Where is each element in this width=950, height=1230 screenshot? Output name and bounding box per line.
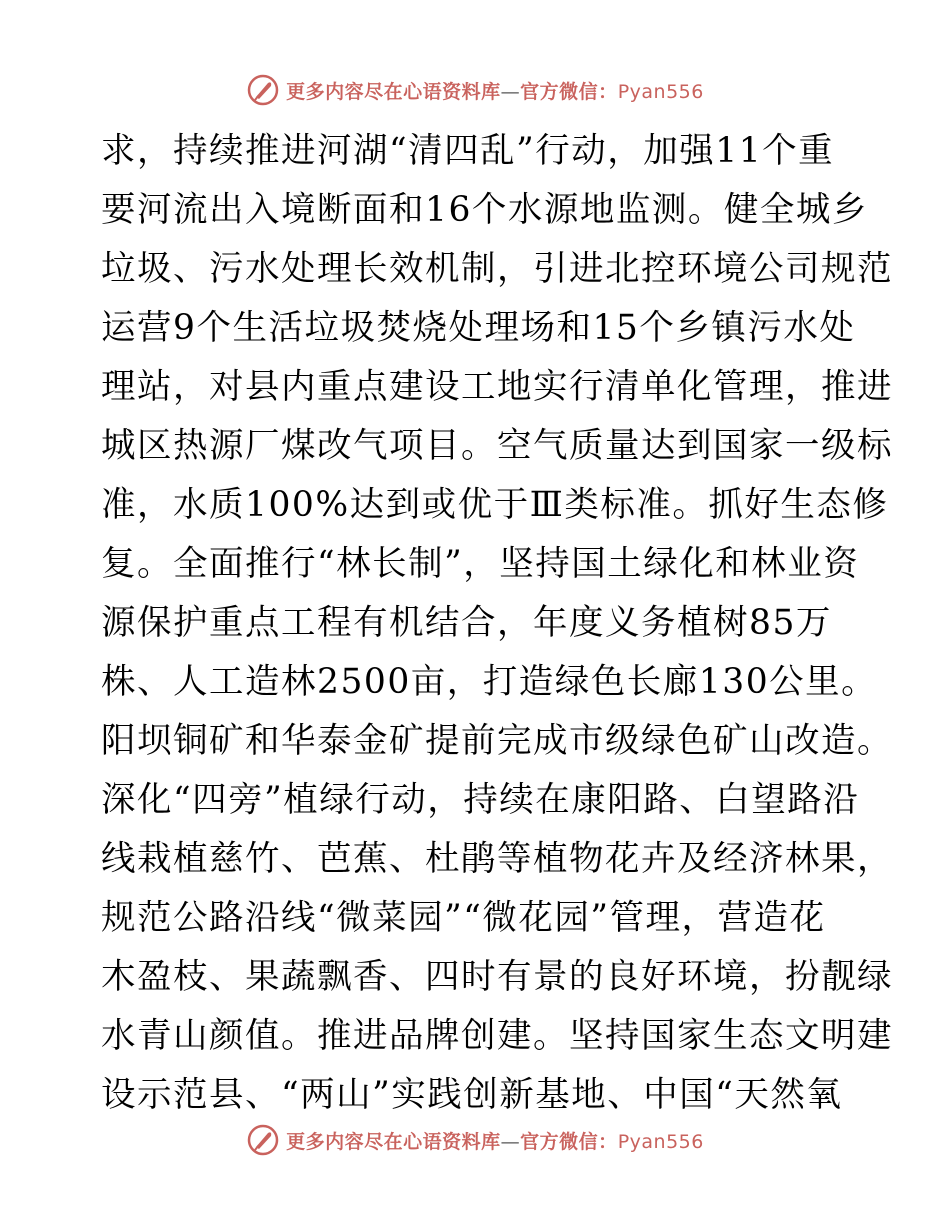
watermark-text — [286, 77, 704, 104]
header-watermark — [0, 70, 950, 110]
watermark-main-text: 更多内容尽在心语资料库 — [286, 80, 501, 103]
watermark-main-text: 更多内容尽在心语资料库 — [286, 1130, 501, 1153]
document-body — [101, 122, 893, 1125]
paragraph-line: 理站，对县内重点建设工地实行清单化管理，推进 — [101, 367, 893, 407]
quill-logo-icon — [246, 1123, 280, 1157]
paragraph-line: 深化“四旁”植绿行动，持续在康阳路、白望路沿 — [101, 780, 860, 820]
watermark-suffix: 官方微信： — [520, 80, 618, 103]
paragraph-line: 线栽植慈竹、芭蕉、杜鹃等植物花卉及经济林果， — [101, 839, 893, 879]
watermark-separator: — — [500, 80, 521, 103]
footer-watermark — [0, 1120, 950, 1160]
paragraph-line: 准，水质100%达到或优于Ⅲ类标准。抓好生态修 — [101, 485, 889, 525]
paragraph-line: 复。全面推行“林长制”，坚持国土绿化和林业资 — [101, 544, 860, 584]
paragraph-line: 设示范县、“两山”实践创新基地、中国“天然氧 — [101, 1075, 843, 1115]
watermark-suffix: 官方微信： — [520, 1130, 618, 1153]
paragraph-line: 木盈枝、果蔬飘香、四时有景的良好环境，扮靓绿 — [101, 957, 893, 997]
watermark-wechat-id: Pyan556 — [617, 1130, 704, 1153]
paragraph-line: 运营9个生活垃圾焚烧处理场和15个乡镇污水处 — [101, 308, 856, 348]
paragraph-line: 阳坝铜矿和华泰金矿提前完成市级绿色矿山改造。 — [101, 721, 893, 761]
paragraph-line: 水青山颜值。推进品牌创建。坚持国家生态文明建 — [101, 1016, 893, 1056]
quill-logo-icon — [246, 73, 280, 107]
paragraph-line: 垃圾、污水处理长效机制，引进北控环境公司规范 — [101, 249, 893, 289]
watermark-wechat-id: Pyan556 — [617, 80, 704, 103]
paragraph-line: 规范公路沿线“微菜园”“微花园”管理，营造花 — [101, 898, 826, 938]
paragraph-line: 求，持续推进河湖“清四乱”行动，加强11个重 — [101, 131, 835, 171]
paragraph-line: 要河流出入境断面和16个水源地监测。健全城乡 — [101, 190, 868, 230]
paragraph-line: 城区热源厂煤改气项目。空气质量达到国家一级标 — [101, 426, 893, 466]
paragraph-line: 源保护重点工程有机结合，年度义务植树85万 — [101, 603, 832, 643]
watermark-separator: — — [500, 1130, 521, 1153]
paragraph-line: 株、人工造林2500亩，打造绿色长廊130公里。 — [101, 662, 878, 702]
watermark-text — [286, 1127, 704, 1154]
